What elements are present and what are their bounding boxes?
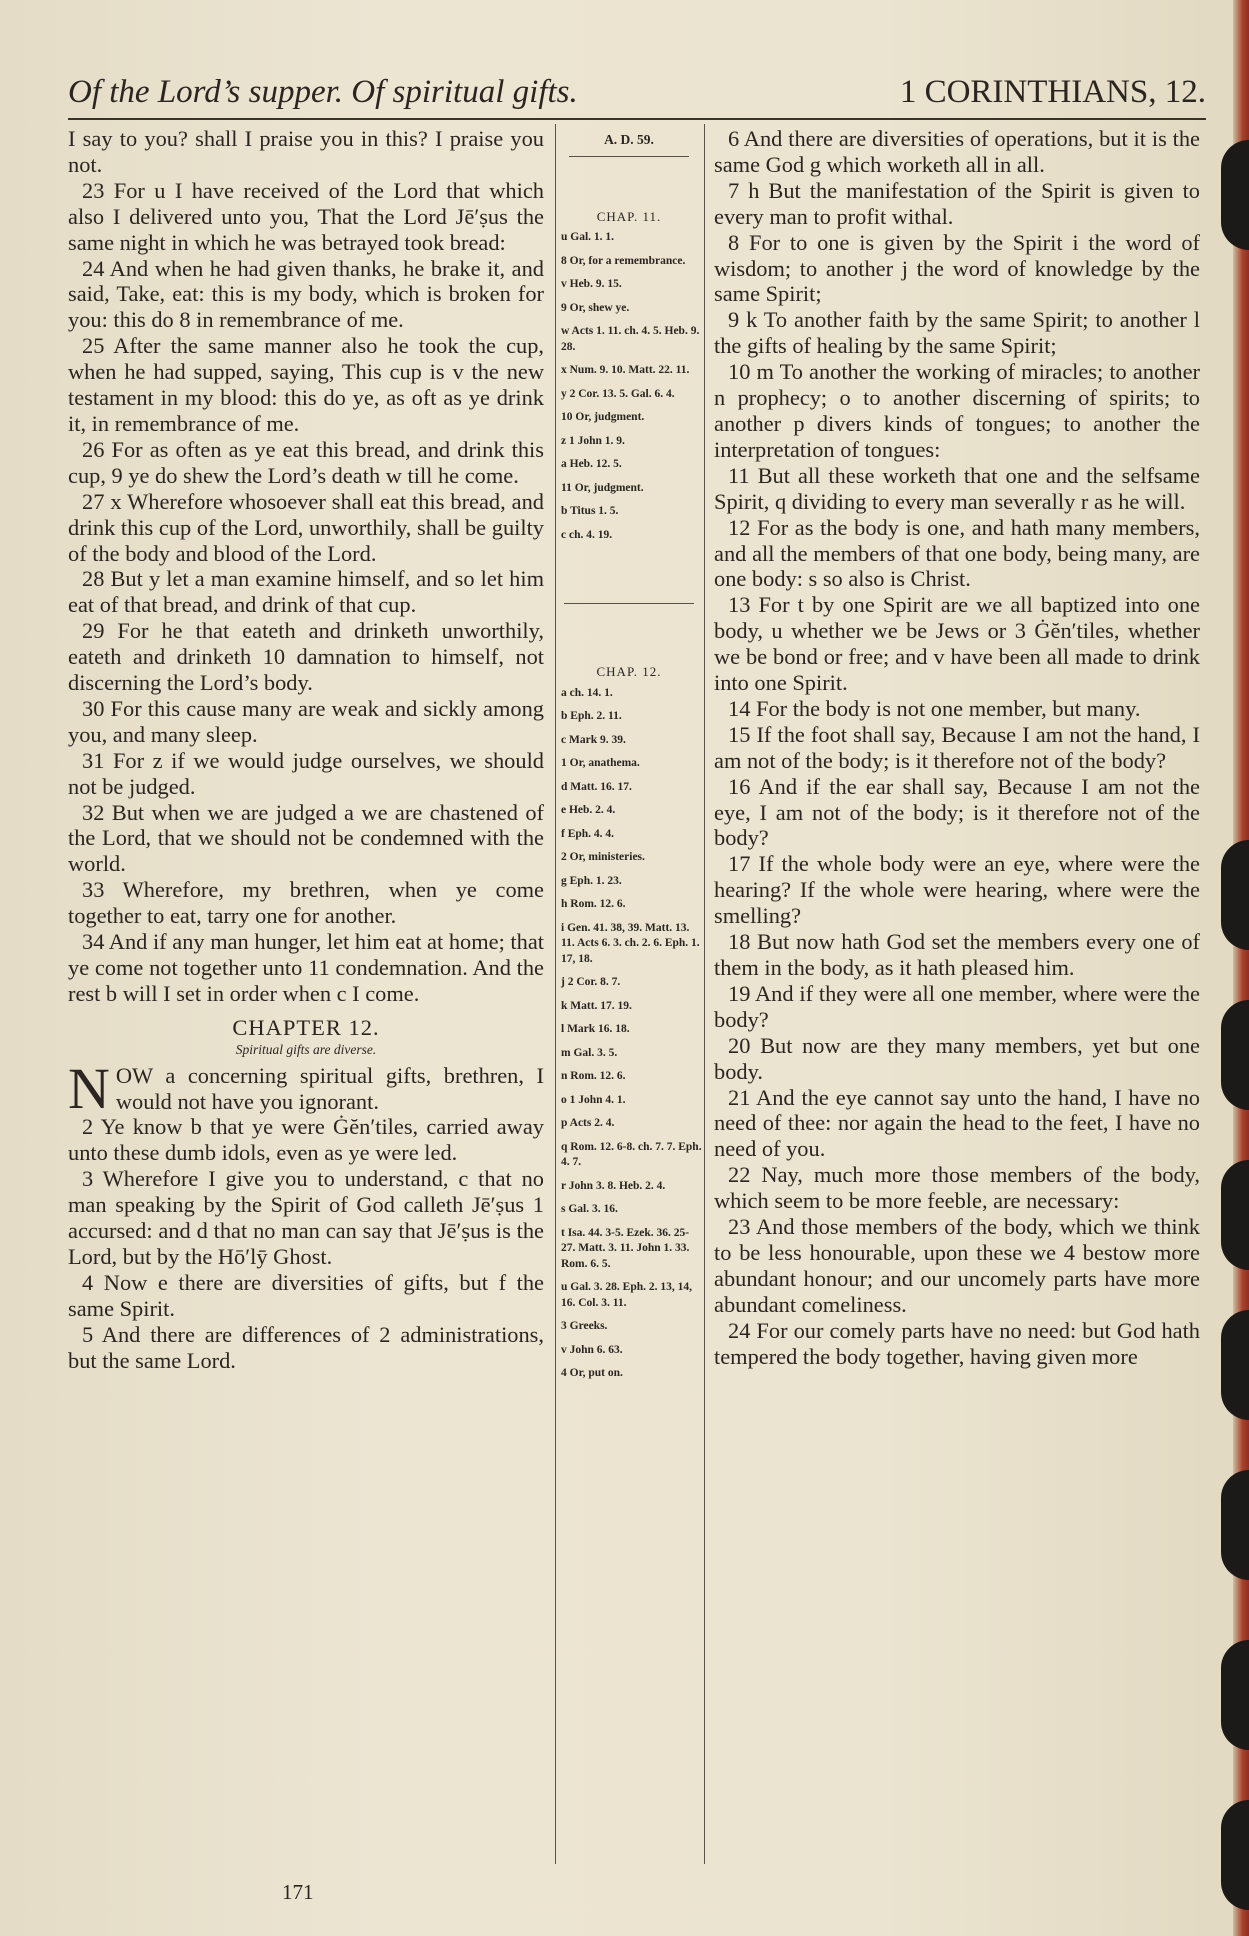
verse: 11 But all these worketh that one and the selfsame Spirit, q dividing to every man severally r as he will. [714, 462, 1200, 514]
verse: I say to you? shall I praise you in this? I praise you not. [68, 126, 544, 177]
thumb-index-tab [1221, 140, 1249, 250]
header-book-chapter: 1 CORINTHIANS, 12. [899, 74, 1206, 110]
cross-reference: x Num. 9. 10. Matt. 22. 11. [561, 364, 690, 376]
verse: 33 Wherefore, my brethren, when ye come together to eat, tarry one for another. [68, 877, 544, 929]
verse: 29 For he that eateth and drinketh unworthily, eateth and drinketh 10 damnation to himself, not discerning the Lord’s body. [68, 618, 544, 696]
verse: 31 For z if we would judge ourselves, we should not be judged. [68, 747, 544, 799]
chap12-label: CHAP. 12. [596, 664, 662, 679]
cross-reference: o 1 John 4. 1. [561, 1093, 626, 1106]
verse: 23 And those members of the body, which we think to be less honourable, upon these we 4 bestow more abundant honour; and our uncomely parts have more abundant comeliness. [714, 1214, 1200, 1317]
cross-reference: v John 6. 63. [561, 1343, 623, 1356]
verse: 7 h But the manifestation of the Spirit is given to every man to profit withal. [714, 177, 1200, 229]
header-topics: Of the Lord’s supper. Of spiritual gifts. [68, 74, 578, 110]
cross-reference: i Gen. 41. 38, 39. Matt. 13. 11. Acts 6. 3. ch. 2. 6. Eph. 1. 17, 18. [561, 921, 700, 965]
left-text-column [68, 126, 544, 1374]
cross-reference: h Rom. 12. 6. [561, 898, 626, 910]
verse: 24 And when he had given thanks, he brake it, and said, Take, eat: this is my body, which is broken for you: this do 8 in remembrance of me. [68, 255, 544, 333]
cross-reference: u Gal. 3. 28. Eph. 2. 13, 14, 16. Col. 3. 11. [561, 1281, 692, 1309]
verse: 13 For t by one Spirit are we all baptized into one body, u whether we be Jews or 3 Ġĕn′tiles, whether we be bond or free; and v have been all made to drink into one Spirit. [714, 592, 1200, 696]
cross-reference: e Heb. 2. 4. [561, 804, 616, 816]
verse: 34 And if any man hunger, let him eat at home; that ye come not together unto 11 condemnation. And the rest b will I set in order when c I come. [68, 929, 544, 1006]
verse: 20 But now are they many members, yet but one body. [714, 1032, 1200, 1084]
page-number: 171 [282, 1880, 314, 1904]
year-label: A. D. 59. [604, 132, 654, 147]
cross-reference: c ch. 4. 19. [561, 528, 613, 541]
verse: 23 For u I have received of the Lord that which also I delivered unto you, That the Lord Jē′ṣus the same night in which he was betrayed took bread: [68, 177, 544, 255]
cross-reference: l Mark 16. 18. [561, 1023, 630, 1035]
verse: 28 But y let a man examine himself, and so let him eat of that bread, and drink of that cup. [68, 566, 544, 618]
cross-reference: q Rom. 12. 6-8. ch. 7. 7. Eph. 4. 7. [561, 1140, 702, 1168]
cross-reference: b Titus 1. 5. [561, 505, 619, 517]
verse: 24 For our comely parts have no need: but God hath tempered the body together, having given more [714, 1317, 1200, 1369]
cross-reference: t Isa. 44. 3-5. Ezek. 36. 25-27. Matt. 3. 11. John 1. 33. Rom. 6. 5. [561, 1226, 690, 1270]
cross-reference: 10 Or, judgment. [561, 411, 645, 423]
thumb-index-tab [1221, 840, 1249, 950]
cross-reference: s Gal. 3. 16. [561, 1203, 618, 1215]
verse: 6 And there are diversities of operations, but it is the same God g which worketh all in all. [714, 126, 1200, 177]
right-text-column [714, 126, 1200, 1370]
cross-reference: v Heb. 9. 15. [561, 278, 622, 290]
cross-reference: a ch. 14. 1. [561, 686, 613, 699]
verse: 16 And if the ear shall say, Because I am not the eye, I am not of the body; is it therefore not of the body? [714, 773, 1200, 851]
thumb-index-tab [1221, 1470, 1249, 1580]
thumb-index-tab [1221, 1310, 1249, 1420]
verse: 8 For to one is given by the Spirit i the word of wisdom; to another j the word of knowledge by the same Spirit; [714, 229, 1200, 307]
cross-reference: 8 Or, for a remembrance. [561, 254, 686, 267]
cross-reference: n Rom. 12. 6. [561, 1070, 626, 1082]
verse-1-text: OW a concerning spiritual gifts, brethren, I would not have you ignorant. [115, 1062, 544, 1114]
cross-reference: y 2 Cor. 13. 5. Gal. 6. 4. [561, 387, 675, 400]
verse: 10 m To another the working of miracles; to another n prophecy; o to another discerning of spirits; to another p divers kinds of tongues; to another the interpretation of tongues: [714, 359, 1200, 462]
cross-reference: p Acts 2. 4. [561, 1117, 615, 1129]
cross-reference: d Matt. 16. 17. [561, 780, 632, 793]
cross-reference: k Matt. 17. 19. [561, 999, 632, 1012]
verse: 2 Ye know b that ye were Ġĕn′tiles, carried away unto these dumb idols, even as ye were led. [68, 1114, 544, 1166]
verse: 4 Now e there are diversities of gifts, but f the same Spirit. [68, 1269, 544, 1321]
cross-reference: 4 Or, put on. [561, 1367, 623, 1379]
verse: 3 Wherefore I give you to understand, c that no man speaking by the Spirit of God calleth Jē′ṣus 1 accursed: and d that no man can say that Jē′ṣus is the Lord, but by the Hō′lȳ Ghost. [68, 1166, 544, 1269]
cross-reference: m Gal. 3. 5. [561, 1046, 618, 1059]
cross-reference: j 2 Cor. 8. 7. [561, 976, 621, 988]
cross-reference: 1 Or, anathema. [561, 757, 640, 769]
cross-reference: z 1 John 1. 9. [561, 434, 625, 447]
verse: 5 And there are differences of 2 administrations, but the same Lord. [68, 1321, 544, 1373]
cross-reference: r John 3. 8. Heb. 2. 4. [561, 1179, 666, 1192]
verse: 12 For as the body is one, and hath many members, and all the members of that one body, being many, are one body: s so also is Christ. [714, 514, 1200, 592]
verse: 17 If the whole body were an eye, where were the hearing? If the whole were hearing, where were the smelling? [714, 851, 1200, 929]
chapter-subtitle: Spiritual gifts are diverse. [235, 1041, 377, 1057]
verse: 21 And the eye cannot say unto the hand, I have no need of thee: nor again the head to the feet, I have no need of you. [714, 1084, 1200, 1162]
verse: 18 But now hath God set the members every one of them in the body, as it hath pleased him. [714, 929, 1200, 980]
column-rule [704, 124, 705, 1864]
thumb-index-tab [1221, 1160, 1249, 1270]
divider [564, 603, 694, 604]
verse: 25 After the same manner also he took the cup, when he had supped, saying, This cup is v the new testament in my blood: this do ye, as oft as ye drink it, in remembrance of me. [68, 333, 544, 436]
verse: 26 For as often as ye eat this bread, and drink this cup, 9 ye do shew the Lord’s death w till he come. [68, 436, 544, 488]
verse: 27 x Wherefore whosoever shall eat this bread, and drink this cup of the Lord, unworthily, shall be guilty of the body and blood of the Lord. [68, 488, 544, 566]
verse: 14 For the body is not one member, but many. [728, 695, 1141, 721]
chapter-title: CHAPTER 12. [232, 1014, 380, 1040]
running-header [68, 72, 1206, 120]
reference-column [555, 126, 703, 1866]
thumb-index-tab [1221, 1000, 1249, 1110]
cross-reference: 11 Or, judgment. [561, 481, 644, 494]
verse: 30 For this cause many are weak and sickly among you, and many sleep. [68, 695, 544, 747]
divider [569, 156, 689, 157]
chap11-label: CHAP. 11. [596, 208, 662, 224]
cross-reference: g Eph. 1. 23. [561, 874, 622, 887]
thumb-index-tab [1221, 1800, 1249, 1910]
verse: 32 But when we are judged a we are chastened of the Lord, that we should not be condemned with the world. [68, 799, 544, 877]
cross-reference: c Mark 9. 39. [561, 733, 626, 746]
verse-1 [68, 1055, 544, 1121]
cross-reference: a Heb. 12. 5. [561, 458, 622, 470]
drop-cap: N [68, 1055, 110, 1121]
cross-reference: u Gal. 1. 1. [561, 231, 615, 243]
cross-reference: b Eph. 2. 11. [561, 710, 622, 722]
cross-reference: 3 Greeks. [561, 1320, 608, 1332]
cross-reference: 2 Or, ministeries. [561, 851, 645, 863]
verse: 19 And if they were all one member, where were the body? [714, 980, 1200, 1032]
cross-reference: w Acts 1. 11. ch. 4. 5. Heb. 9. 28. [561, 325, 700, 353]
cross-reference: 9 Or, shew ye. [561, 301, 630, 314]
verse: 15 If the foot shall say, Because I am not the hand, I am not of the body; is it therefore not of the body? [714, 721, 1200, 773]
thumb-index-tab [1221, 1640, 1249, 1750]
cross-reference: f Eph. 4. 4. [561, 827, 615, 840]
verse: 9 k To another faith by the same Spirit; to another l the gifts of healing by the same Spirit; [714, 307, 1200, 359]
verse: 22 Nay, much more those members of the body, which seem to be more feeble, are necessary: [714, 1162, 1200, 1214]
